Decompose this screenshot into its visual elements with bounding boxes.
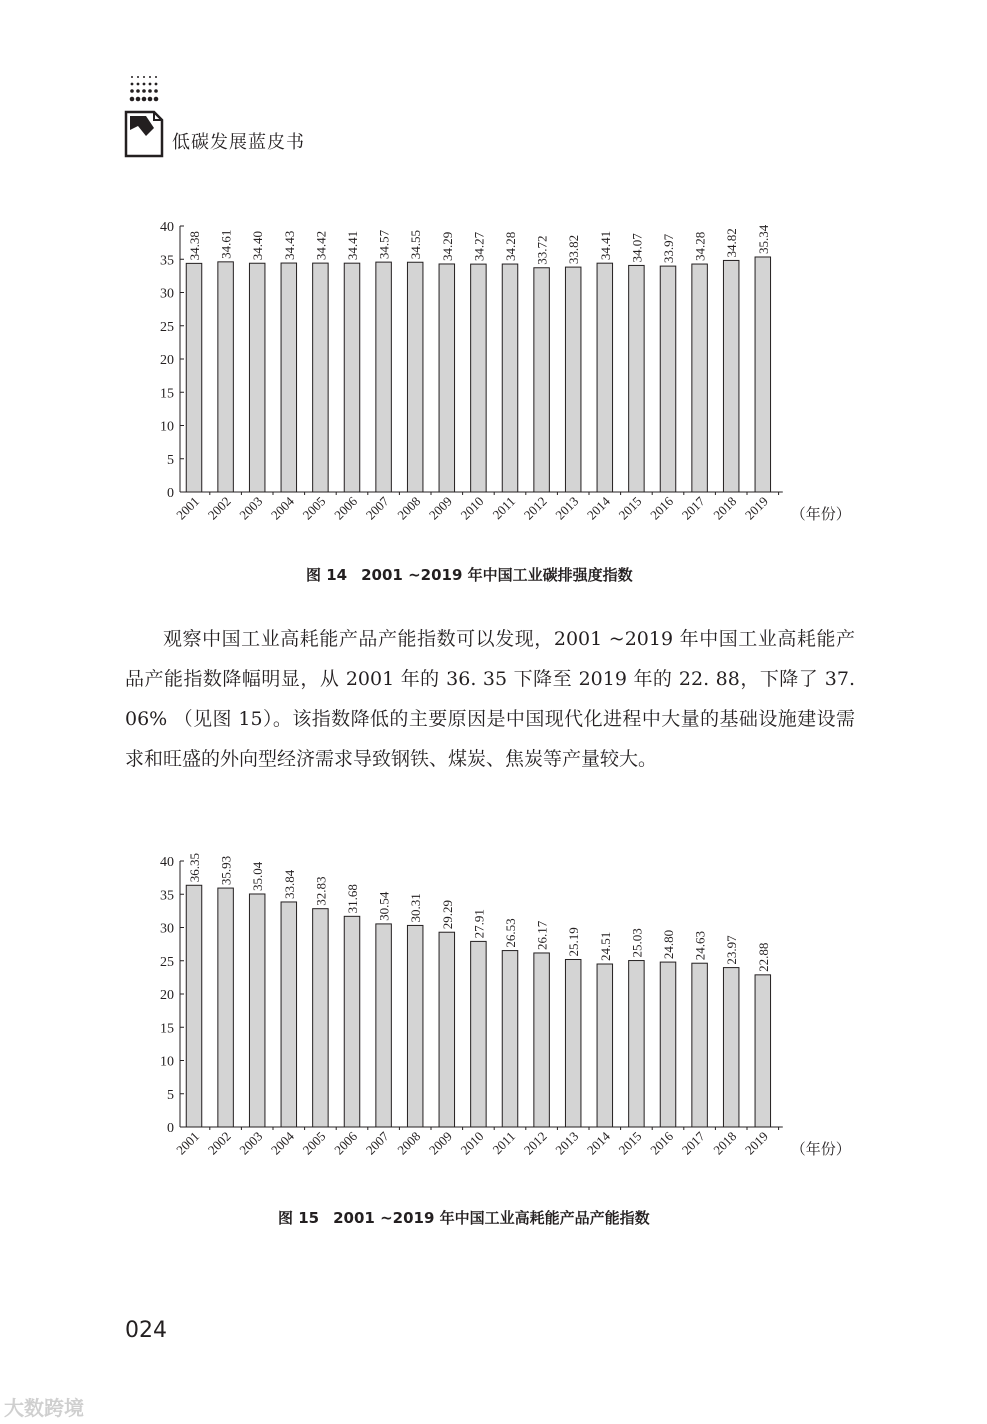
bar-value-label: 34.38 (187, 231, 202, 261)
bar (439, 932, 455, 1127)
bar-value-label: 32.83 (313, 876, 329, 906)
x-tick-label: 2012 (520, 1128, 550, 1158)
bar (629, 265, 645, 492)
x-tick-label: 2008 (394, 1128, 424, 1158)
x-tick-label: 2010 (457, 493, 487, 523)
x-tick-label: 2004 (267, 493, 297, 523)
x-tick-label: 2014 (583, 1128, 613, 1158)
bar-value-label: 35.34 (755, 224, 771, 254)
bar-value-label: 36.35 (187, 853, 202, 883)
x-tick-label: 2003 (236, 1128, 266, 1158)
figure-14-number: 图 14 (306, 566, 348, 584)
x-tick-label: 2001 (173, 1128, 203, 1158)
x-tick-label: 2017 (678, 493, 708, 523)
x-tick-label: 2002 (204, 1128, 234, 1158)
x-tick-label: 2009 (425, 1128, 455, 1158)
bar-value-label: 27.91 (471, 909, 487, 939)
bar (471, 264, 487, 492)
bar-value-label: 34.07 (629, 233, 645, 263)
y-tick-label: 5 (167, 452, 174, 468)
bar-value-label: 34.57 (376, 229, 392, 260)
bar (218, 888, 234, 1127)
bar-value-label: 34.61 (218, 229, 234, 259)
bar (407, 262, 423, 492)
bar-value-label: 35.93 (218, 855, 234, 886)
x-tick-label: 2018 (710, 493, 740, 523)
x-axis-label: （年份） (790, 1142, 851, 1158)
bar (376, 924, 392, 1127)
page-header (124, 74, 424, 164)
bar-value-label: 34.28 (692, 231, 708, 262)
bar (502, 264, 518, 492)
bar (755, 257, 771, 492)
bar (218, 262, 234, 492)
bar (660, 962, 676, 1127)
bar-value-label: 29.29 (439, 899, 455, 930)
x-tick-label: 2005 (299, 493, 329, 523)
x-tick-label: 2015 (615, 1128, 645, 1158)
x-tick-label: 2014 (583, 493, 613, 523)
bar (376, 262, 392, 492)
bar (344, 263, 360, 492)
bar-value-label: 34.43 (281, 230, 297, 261)
figure-15-number: 图 15 (278, 1209, 320, 1227)
bar (313, 263, 329, 492)
x-tick-label: 2007 (362, 1128, 392, 1158)
bar (249, 263, 265, 492)
bar-value-label: 26.17 (534, 920, 550, 950)
bar (565, 959, 581, 1127)
bar-value-label: 25.03 (629, 928, 645, 958)
bar (597, 263, 613, 492)
bar (249, 894, 265, 1127)
bar-value-label: 34.41 (345, 230, 360, 261)
bar (534, 953, 550, 1127)
bar (407, 925, 423, 1127)
y-tick-label: 40 (160, 220, 174, 235)
bar-value-label: 22.88 (755, 942, 771, 972)
x-tick-label: 2001 (173, 493, 203, 523)
bar-value-label: 24.51 (597, 931, 613, 962)
x-tick-label: 2017 (678, 1128, 708, 1158)
bar (471, 941, 487, 1127)
bar-value-label: 34.40 (250, 230, 266, 261)
x-tick-label: 2005 (299, 1128, 329, 1158)
bar-value-label: 34.42 (313, 230, 329, 261)
x-tick-label: 2018 (710, 1128, 740, 1158)
page-number: 024 (125, 1318, 167, 1343)
bar-value-label: 35.04 (250, 861, 266, 891)
x-tick-label: 2010 (457, 1128, 487, 1158)
bar (344, 916, 360, 1127)
bar-value-label: 25.19 (566, 927, 582, 957)
x-tick-label: 2016 (647, 493, 677, 523)
bar-value-label: 34.27 (471, 231, 487, 262)
bar (755, 975, 771, 1127)
bar (629, 961, 645, 1127)
y-tick-label: 10 (160, 419, 174, 435)
x-tick-label: 2011 (489, 1128, 519, 1158)
bar (597, 964, 613, 1127)
y-tick-label: 25 (160, 319, 174, 335)
x-tick-label: 2012 (520, 493, 550, 523)
bar-value-label: 26.53 (503, 918, 518, 948)
y-tick-label: 20 (160, 988, 174, 1003)
bar (692, 264, 708, 492)
bar (313, 909, 329, 1127)
bar-value-label: 34.29 (439, 231, 455, 261)
bar-value-label: 33.72 (534, 235, 550, 265)
bar (502, 951, 518, 1127)
bar-value-label: 34.28 (503, 231, 518, 262)
bar (565, 267, 581, 492)
x-tick-label: 2011 (489, 493, 519, 523)
bar-value-label: 34.82 (724, 228, 740, 258)
x-axis-label: （年份） (790, 507, 851, 523)
y-tick-label: 35 (160, 888, 174, 904)
x-tick-label: 2004 (267, 1128, 297, 1158)
y-tick-label: 15 (160, 1021, 174, 1037)
bar-value-label: 24.63 (692, 930, 708, 961)
carbon-intensity-bar-chart (140, 205, 851, 545)
figure-14-caption (306, 564, 633, 585)
y-tick-label: 10 (160, 1054, 174, 1070)
y-tick-label: 30 (160, 921, 174, 937)
bar-value-label: 34.55 (408, 229, 424, 260)
bar (186, 885, 202, 1127)
bar (439, 264, 455, 492)
y-tick-label: 5 (167, 1087, 174, 1103)
bar (660, 266, 676, 492)
x-tick-label: 2002 (204, 493, 234, 523)
x-tick-label: 2007 (362, 493, 392, 523)
figure-14-title: 2001 ~2019 年中国工业碳排强度指数 (361, 566, 633, 584)
x-tick-label: 2019 (741, 1128, 771, 1158)
x-tick-label: 2008 (394, 493, 424, 523)
y-tick-label: 15 (160, 386, 174, 402)
x-tick-label: 2009 (425, 493, 455, 523)
x-tick-label: 2013 (552, 493, 582, 523)
bar (281, 263, 297, 492)
y-tick-label: 20 (160, 353, 174, 368)
bar (186, 263, 202, 492)
book-logo-icon (124, 110, 164, 160)
bar (692, 963, 708, 1127)
figure-15-title: 2001 ~2019 年中国工业高耗能产品产能指数 (333, 1209, 650, 1227)
bar-value-label: 33.82 (566, 234, 582, 265)
bar-value-label: 23.97 (724, 935, 740, 965)
x-tick-label: 2015 (615, 493, 645, 523)
bar-value-label: 33.97 (661, 233, 676, 264)
y-tick-label: 40 (160, 855, 174, 870)
book-title: 低碳发展蓝皮书 (172, 132, 305, 153)
figure-15-caption (278, 1207, 650, 1228)
bar (723, 260, 739, 492)
y-tick-label: 35 (160, 253, 174, 269)
bar-value-label: 34.41 (597, 230, 613, 261)
x-tick-label: 2013 (552, 1128, 582, 1158)
y-tick-label: 0 (167, 486, 174, 501)
y-tick-label: 30 (160, 286, 174, 302)
bar-value-label: 30.54 (376, 891, 392, 921)
bar-value-label: 30.31 (408, 893, 424, 923)
body-paragraph: 观察中国工业高耗能产品产能指数可以发现，2001 ~2019 年中国工业高耗能产品产能指数降幅明显，从 2001 年的 36. 35 下降至 2019 年的 22. 88，下降了 37. 06% （见图 15）。该指数降低的主要原因是中国现代化进程中大量的基础设施建设需求和旺盛的外向型经济需求导致钢铁、煤炭、焦炭等产量较大。 (125, 628, 855, 770)
bar (723, 968, 739, 1127)
bar-value-label: 33.84 (281, 869, 297, 899)
y-tick-label: 25 (160, 954, 174, 970)
watermark: 大数跨境 (4, 1396, 84, 1420)
bar-value-label: 31.68 (345, 884, 360, 914)
x-tick-label: 2006 (331, 1128, 361, 1158)
bar (534, 268, 550, 492)
dot-grid-icon (129, 74, 161, 108)
x-tick-label: 2003 (236, 493, 266, 523)
bar-value-label: 24.80 (661, 929, 676, 960)
energy-capacity-bar-chart (140, 840, 851, 1180)
y-tick-label: 0 (167, 1121, 174, 1136)
bar (281, 902, 297, 1127)
x-tick-label: 2019 (741, 493, 771, 523)
x-tick-label: 2016 (647, 1128, 677, 1158)
x-tick-label: 2006 (331, 493, 361, 523)
